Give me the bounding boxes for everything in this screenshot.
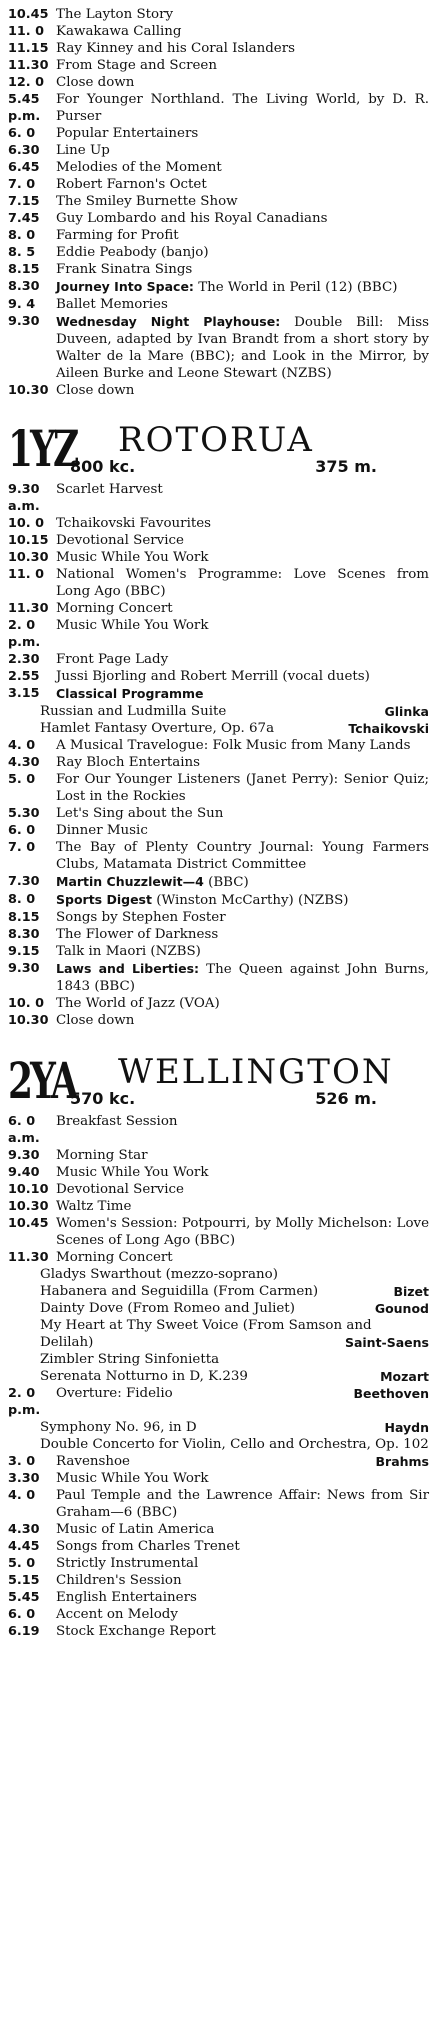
programme-description: Songs from Charles Trenet xyxy=(56,1539,240,1554)
programme-time: 5. 0 xyxy=(8,1556,36,1571)
programme-text xyxy=(56,6,437,23)
programme-text xyxy=(56,244,437,261)
programme-description: Strictly Instrumental xyxy=(56,1556,199,1571)
programme-text xyxy=(56,822,437,839)
work-composer: Bizet xyxy=(393,1284,429,1299)
concert-work xyxy=(0,703,437,720)
work-composer: Mozart xyxy=(380,1369,429,1384)
programme-text xyxy=(56,125,437,142)
programme-text xyxy=(56,57,437,74)
programme-text xyxy=(56,1538,437,1555)
programme-entry xyxy=(0,1470,437,1487)
programme-description: Line Up xyxy=(56,143,110,158)
programme-description: National Women's Programme: Love Scenes from Long Ago (BBC) xyxy=(56,567,429,599)
programme-text xyxy=(56,926,437,943)
programme-description: Paul Temple and the Lawrence Affair: News from Sir Graham—6 (BBC) xyxy=(56,1488,429,1520)
programme-entry xyxy=(0,1572,437,1589)
programme-text xyxy=(56,566,437,600)
programme-description: The Smiley Burnette Show xyxy=(56,194,238,209)
programme-time: 8.15 xyxy=(8,262,40,277)
programme-description: From Stage and Screen xyxy=(56,58,217,73)
programme-text xyxy=(56,1487,437,1521)
programme-time: 11.15 xyxy=(8,41,49,56)
programme-entry xyxy=(0,481,437,515)
programme-time: 3.15 xyxy=(8,686,40,701)
work-title: Russian and Ludmilla Suite xyxy=(40,704,227,719)
programme-entry xyxy=(0,1555,437,1572)
programme-entry xyxy=(0,1453,376,1470)
programme-entry xyxy=(0,1606,437,1623)
programme-time: 6. 0 xyxy=(8,823,36,838)
programme-entry xyxy=(0,891,437,909)
programme-description: Guy Lombardo and his Royal Canadians xyxy=(56,211,328,226)
programme-time: 11.30 xyxy=(8,58,49,73)
programme-text xyxy=(56,754,437,771)
programme-time: 9. 4 xyxy=(8,297,36,312)
programme-time: 3.30 xyxy=(8,1471,40,1486)
programme-time: 6. 0 xyxy=(8,1607,36,1622)
programme-text xyxy=(56,40,437,57)
work-title: My Heart at Thy Sweet Voice (From Samson and Delilah) xyxy=(40,1318,372,1350)
programme-text xyxy=(56,737,437,754)
programme-description: For Our Younger Listeners (Janet Perry): Senior Quiz; Lost in the Rockies xyxy=(56,772,429,804)
programme-time: 2.30 xyxy=(8,652,40,667)
programme-description: Breakfast Session xyxy=(56,1114,178,1129)
programme-entry xyxy=(0,1164,437,1181)
programme-highlight: Wednesday Night Playhouse: xyxy=(56,314,281,329)
programme-time: 4. 0 xyxy=(8,1488,36,1503)
programme-time: 5.30 xyxy=(8,806,40,821)
work-title: Serenata Notturno in D, K.239 xyxy=(40,1369,248,1384)
programme-description: Kawakawa Calling xyxy=(56,24,182,39)
programme-text xyxy=(56,1623,437,1640)
programme-time: 2. 0 p.m. xyxy=(8,1386,41,1418)
programme-description: Children's Session xyxy=(56,1573,182,1588)
programme-entry xyxy=(0,278,437,296)
programme-time: 9.30 xyxy=(8,314,40,329)
programme-description: Melodies of the Moment xyxy=(56,160,222,175)
programme-text xyxy=(56,1453,376,1470)
programme-text xyxy=(56,74,437,91)
programme-time: 8. 0 xyxy=(8,228,36,243)
programme-text xyxy=(56,1385,437,1402)
programme-description: Close down xyxy=(56,383,135,398)
programme-entry xyxy=(0,1198,437,1215)
programme-entry xyxy=(0,737,437,754)
programme-entry xyxy=(0,1538,437,1555)
programme-time: 8.15 xyxy=(8,910,40,925)
work-composer: Gounod xyxy=(374,1301,429,1316)
programme-text xyxy=(56,1181,437,1198)
programme-time: 6.19 xyxy=(8,1624,40,1639)
work-title: Symphony No. 96, in D xyxy=(40,1420,197,1435)
programme-time: 10.30 xyxy=(8,550,49,565)
programme-text xyxy=(56,313,437,382)
programme-time: 10.15 xyxy=(8,533,49,548)
programme-entry xyxy=(0,261,437,278)
programme-description: (BBC) xyxy=(208,875,249,890)
programme-entry xyxy=(0,1487,437,1521)
programme-time: 7.30 xyxy=(8,874,40,889)
programme-entry xyxy=(0,926,437,943)
programme-entry xyxy=(0,244,437,261)
programme-text xyxy=(56,193,437,210)
programme-time: 10.45 xyxy=(8,1216,49,1231)
programme-time: 2.55 xyxy=(8,669,40,684)
programme-entry xyxy=(0,566,437,600)
programme-description: The World of Jazz (VOA) xyxy=(56,996,220,1011)
programme-description: Overture: Fidelio xyxy=(56,1386,173,1401)
programme-entry xyxy=(0,839,437,873)
programme-description: Front Page Lady xyxy=(56,652,169,667)
programme-description: Music of Latin America xyxy=(56,1522,215,1537)
programme-entry xyxy=(0,57,437,74)
programme-time: 9.40 xyxy=(8,1165,40,1180)
programme-description: Close down xyxy=(56,75,135,90)
programme-description: Popular Entertainers xyxy=(56,126,199,141)
programme-description: Scarlet Harvest xyxy=(56,482,163,497)
programme-time: 10.30 xyxy=(8,1013,49,1028)
programme-time: 9.30 a.m. xyxy=(8,482,40,514)
programme-entry xyxy=(0,685,437,703)
programme-text xyxy=(56,23,437,40)
station-name: ROTORUA xyxy=(118,420,314,460)
programme-text xyxy=(56,382,437,399)
programme-time: 11.30 xyxy=(8,1250,49,1265)
programme-entry xyxy=(0,313,437,382)
work-composer: Saint-Saens xyxy=(344,1335,429,1350)
programme-description: Talk in Maori (NZBS) xyxy=(56,944,201,959)
programme-entry xyxy=(0,193,437,210)
programme-description: The Bay of Plenty Country Journal: Young Farmers Clubs, Matamata District Committee xyxy=(56,840,429,872)
programme-entry xyxy=(0,176,437,193)
programme-description: Stock Exchange Report xyxy=(56,1624,216,1639)
work-title: Double Concerto for Violin, Cello and Orchestra, Op. 102 xyxy=(40,1437,429,1452)
station-header-2ya xyxy=(0,1051,437,1113)
programme-time: 8.30 xyxy=(8,927,40,942)
programme-description: The World in Peril (12) (BBC) xyxy=(198,280,398,295)
programme-description: Ray Bloch Entertains xyxy=(56,755,201,770)
listing-section-rotorua xyxy=(0,481,437,1029)
programme-time: 10. 0 xyxy=(8,516,45,531)
programme-entry xyxy=(0,1012,437,1029)
work-composer: Glinka xyxy=(384,704,429,719)
work-composer: Tchaikovski xyxy=(348,721,429,736)
programme-text xyxy=(56,296,437,313)
programme-description: Devotional Service xyxy=(56,533,184,548)
programme-text xyxy=(56,909,437,926)
programme-text xyxy=(56,651,437,668)
programme-entry xyxy=(0,515,437,532)
programme-entry xyxy=(0,1249,437,1266)
programme-time: 9.30 xyxy=(8,1148,40,1163)
programme-text xyxy=(56,1555,437,1572)
station-wavelength: 375 m. xyxy=(315,457,377,476)
concert-work xyxy=(0,1300,437,1317)
programme-description: Waltz Time xyxy=(56,1199,132,1214)
programme-description: Eddie Peabody (banjo) xyxy=(56,245,209,260)
programme-text xyxy=(56,668,437,685)
programme-description: (Winston McCarthy) (NZBS) xyxy=(156,893,349,908)
programme-time: 12. 0 xyxy=(8,75,45,90)
programme-highlight: Sports Digest xyxy=(56,892,152,907)
programme-entry xyxy=(0,873,437,891)
programme-description: Ballet Memories xyxy=(56,297,168,312)
programme-description: Farming for Profit xyxy=(56,228,179,243)
programme-text xyxy=(56,176,437,193)
programme-time: 4. 0 xyxy=(8,738,36,753)
programme-time: 7.45 xyxy=(8,211,40,226)
programme-time: 7. 0 xyxy=(8,840,36,855)
programme-text xyxy=(56,1470,437,1487)
programme-text xyxy=(56,771,437,805)
programme-description: Music While You Work xyxy=(56,550,209,565)
concert-work xyxy=(0,1266,437,1283)
programme-entry xyxy=(0,1385,437,1419)
programme-entry xyxy=(0,995,437,1012)
programme-description: The Layton Story xyxy=(56,7,174,22)
programme-time: 5.45 p.m. xyxy=(8,92,41,124)
programme-description: For Younger Northland. The Living World, by D. R. Purser xyxy=(56,92,429,124)
programme-text xyxy=(56,278,437,296)
programme-time: 9.15 xyxy=(8,944,40,959)
programme-time: 4.30 xyxy=(8,1522,40,1537)
programme-description: Robert Farnon's Octet xyxy=(56,177,207,192)
programme-entry xyxy=(0,74,437,91)
programme-text xyxy=(56,805,437,822)
programme-text xyxy=(56,1147,437,1164)
programme-description: Music While You Work xyxy=(56,618,209,633)
programme-text xyxy=(56,1606,437,1623)
listing-section-wellington xyxy=(0,1113,437,1640)
programme-description: The Flower of Darkness xyxy=(56,927,219,942)
programme-text xyxy=(56,1521,437,1538)
programme-time: 8. 0 xyxy=(8,892,36,907)
programme-time: 2. 0 p.m. xyxy=(8,618,41,650)
programme-entry xyxy=(0,1215,437,1249)
station-frequency: 570 kc. xyxy=(70,1089,136,1108)
programme-entry xyxy=(0,23,437,40)
programme-text xyxy=(56,481,437,498)
programme-highlight: Laws and Liberties: xyxy=(56,961,200,976)
programme-entry xyxy=(0,960,437,995)
programme-entry xyxy=(0,909,437,926)
programme-entry xyxy=(0,754,437,771)
programme-text xyxy=(56,685,437,703)
work-title: Hamlet Fantasy Overture, Op. 67a xyxy=(40,721,275,736)
programme-time: 8. 5 xyxy=(8,245,36,260)
concert-work xyxy=(0,1368,437,1385)
programme-entry xyxy=(0,1623,437,1640)
station-header-1yz xyxy=(0,419,437,481)
programme-text xyxy=(56,839,437,873)
programme-time: 6.45 xyxy=(8,160,40,175)
programme-description: The Queen against John Burns, 1843 (BBC) xyxy=(56,962,430,994)
programme-entry xyxy=(0,1181,437,1198)
programme-text xyxy=(56,1589,437,1606)
programme-time: 5. 0 xyxy=(8,772,36,787)
programme-entry xyxy=(0,227,437,244)
programme-highlight: Martin Chuzzlewit—4 xyxy=(56,874,204,889)
programme-description: Frank Sinatra Sings xyxy=(56,262,193,277)
programme-text xyxy=(56,891,437,909)
programme-entry xyxy=(0,296,437,313)
concert-work xyxy=(0,1317,437,1351)
programme-text xyxy=(56,1012,437,1029)
programme-entry xyxy=(0,549,437,566)
programme-time: 9.30 xyxy=(8,961,40,976)
programme-time: 10.10 xyxy=(8,1182,49,1197)
programme-entry xyxy=(0,125,437,142)
programme-text xyxy=(56,515,437,532)
programme-entry xyxy=(0,805,437,822)
programme-entry xyxy=(0,382,437,399)
programme-description: Double Bill: Miss Duveen, adapted by Ivan Brandt from a short story by Walter de la Mare (BBC); and Look in the Mirror, by Aileen Burke and Leone Stewart (NZBS) xyxy=(56,315,429,381)
programme-description: A Musical Travelogue: Folk Music from Many Lands xyxy=(56,738,411,753)
programme-text xyxy=(56,227,437,244)
programme-time: 10.45 xyxy=(8,7,49,22)
work-composer: Brahms xyxy=(375,1454,429,1469)
programme-entry xyxy=(0,6,437,23)
programme-entry xyxy=(0,822,437,839)
programme-text xyxy=(56,600,437,617)
programme-entry xyxy=(0,159,437,176)
programme-description: Tchaikovski Favourites xyxy=(56,516,212,531)
programme-entry xyxy=(0,1113,437,1147)
programme-text xyxy=(56,532,437,549)
programme-text xyxy=(56,617,437,634)
programme-description: Morning Star xyxy=(56,1148,148,1163)
station-frequency: 800 kc. xyxy=(70,457,136,476)
concert-work xyxy=(0,720,437,737)
station-code: 1YZ xyxy=(8,419,77,478)
programme-entry xyxy=(0,943,437,960)
listing-section-northland xyxy=(0,0,437,399)
programme-description: Close down xyxy=(56,1013,135,1028)
programme-description: Songs by Stephen Foster xyxy=(56,910,226,925)
programme-description: Music While You Work xyxy=(56,1165,209,1180)
programme-text xyxy=(56,549,437,566)
programme-entry xyxy=(0,1521,437,1538)
programme-text xyxy=(56,960,437,995)
programme-entry xyxy=(0,91,437,125)
programme-time: 11. 0 xyxy=(8,24,45,39)
programme-time: 6.30 xyxy=(8,143,40,158)
programme-description: Morning Concert xyxy=(56,601,173,616)
programme-description: Let's Sing about the Sun xyxy=(56,806,224,821)
programme-text xyxy=(56,159,437,176)
programme-time: 11. 0 xyxy=(8,567,45,582)
programme-description: Dinner Music xyxy=(56,823,148,838)
programme-time: 4.30 xyxy=(8,755,40,770)
programme-time: 8.30 xyxy=(8,279,40,294)
programme-highlight: Journey Into Space: xyxy=(56,279,194,294)
programme-time: 11.30 xyxy=(8,601,49,616)
programme-description: Devotional Service xyxy=(56,1182,184,1197)
programme-entry xyxy=(0,668,437,685)
work-title: Zimbler String Sinfonietta xyxy=(40,1352,220,1367)
concert-work xyxy=(0,1283,437,1300)
programme-text xyxy=(56,995,437,1012)
programme-entry xyxy=(0,210,437,227)
programme-text xyxy=(56,210,437,227)
programme-time: 10.30 xyxy=(8,383,49,398)
programme-time: 7.15 xyxy=(8,194,40,209)
work-title: Gladys Swarthout (mezzo-soprano) xyxy=(40,1267,278,1282)
programme-text xyxy=(56,1215,437,1249)
programme-time: 10. 0 xyxy=(8,996,45,1011)
station-wavelength: 526 m. xyxy=(315,1089,377,1108)
programme-text xyxy=(56,1164,437,1181)
work-composer: Beethoven xyxy=(353,1386,429,1401)
work-composer: Haydn xyxy=(384,1420,429,1435)
programme-text xyxy=(56,1572,437,1589)
programme-description: Ravenshoe xyxy=(56,1454,130,1469)
programme-description: Women's Session: Potpourri, by Molly Michelson: Love Scenes of Long Ago (BBC) xyxy=(56,1216,429,1248)
programme-text xyxy=(56,91,437,125)
programme-text xyxy=(56,873,437,891)
programme-time: 7. 0 xyxy=(8,177,36,192)
programme-highlight: Classical Programme xyxy=(56,686,204,701)
programme-entry xyxy=(0,40,437,57)
programme-time: 5.15 xyxy=(8,1573,40,1588)
programme-time: 6. 0 a.m. xyxy=(8,1114,40,1146)
programme-text xyxy=(56,1198,437,1215)
station-code: 2YA xyxy=(8,1051,76,1110)
programme-time: 6. 0 xyxy=(8,126,36,141)
programme-time: 5.45 xyxy=(8,1590,40,1605)
programme-text xyxy=(56,261,437,278)
programme-description: English Entertainers xyxy=(56,1590,197,1605)
concert-work xyxy=(0,1351,437,1368)
programme-entry xyxy=(0,532,437,549)
work-title: Habanera and Seguidilla (From Carmen) xyxy=(40,1284,319,1299)
programme-entry xyxy=(0,771,437,805)
programme-description: Ray Kinney and his Coral Islanders xyxy=(56,41,295,56)
programme-entry xyxy=(0,600,437,617)
programme-text xyxy=(56,943,437,960)
programme-description: Jussi Bjorling and Robert Merrill (vocal duets) xyxy=(56,669,370,684)
programme-entry xyxy=(0,617,437,651)
concert-work xyxy=(0,1419,437,1436)
programme-entry xyxy=(0,1589,437,1606)
programme-time: 4.45 xyxy=(8,1539,40,1554)
programme-entry xyxy=(0,1147,437,1164)
programme-time: 10.30 xyxy=(8,1199,49,1214)
programme-description: Music While You Work xyxy=(56,1471,209,1486)
station-name: WELLINGTON xyxy=(118,1052,394,1092)
programme-description: Morning Concert xyxy=(56,1250,173,1265)
programme-text xyxy=(56,142,437,159)
work-title: Dainty Dove (From Romeo and Juliet) xyxy=(40,1301,295,1316)
programme-text xyxy=(56,1249,437,1266)
programme-text xyxy=(56,1113,437,1130)
programme-entry xyxy=(0,651,437,668)
programme-description: Accent on Melody xyxy=(56,1607,178,1622)
programme-time: 3. 0 xyxy=(8,1454,36,1469)
programme-entry xyxy=(0,142,437,159)
